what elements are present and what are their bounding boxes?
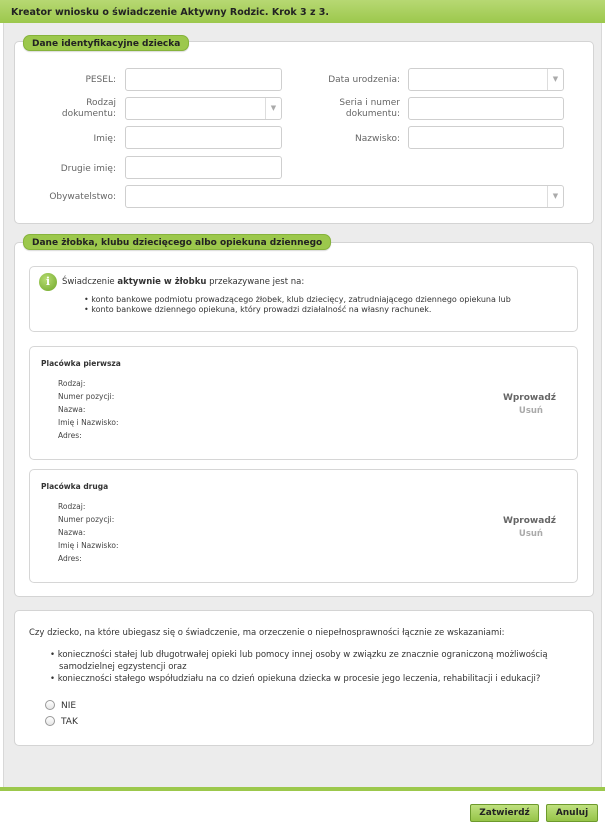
facility-field-position: Numer pozycji: [58, 515, 115, 524]
citizenship-select[interactable] [125, 185, 564, 208]
facility-second [29, 469, 578, 583]
doc-type-label-line1: Rodzaj [86, 98, 116, 108]
footer-divider [0, 787, 605, 791]
doc-series-label [299, 98, 400, 120]
page-title: Kreator wniosku o świadczenie Aktywny Rodzic. Krok 3 z 3. [0, 0, 605, 23]
first-name-label: Imię: [93, 134, 116, 144]
bullet-glyph: • [50, 650, 56, 660]
info-box [29, 266, 578, 332]
form-content [3, 23, 602, 787]
doc-type-label-line2: dokumentu: [61, 109, 116, 119]
birth-date-label: Data urodzenia: [328, 75, 400, 85]
child-data-section-label: Dane identyfikacyjne dziecka [23, 35, 189, 51]
info-text-end: przekazywane jest na: [206, 277, 305, 287]
radio-yes-label: TAK [61, 717, 78, 727]
facility-second-title: Placówka druga [41, 482, 109, 491]
info-text-start: Świadczenie [62, 277, 118, 287]
citizenship-label: Obywatelstwo: [49, 192, 116, 202]
facility-field-position: Numer pozycji: [58, 392, 115, 401]
facility-field-address: Adres: [58, 431, 82, 440]
doc-type-select[interactable] [125, 97, 282, 120]
list-item-text: konieczności stałej lub długotrwałej opieki lub pomocy innej osoby w związku ze znacznie ograniczoną możliwością samodzielnej egzystencji oraz [57, 650, 548, 672]
info-list [84, 295, 511, 315]
disability-conditions-list [50, 649, 580, 685]
pesel-input[interactable] [125, 68, 282, 91]
first-name-input[interactable] [125, 126, 282, 149]
nursery-section-label: Dane żłobka, klubu dziecięcego albo opiekuna dziennego [23, 234, 331, 250]
list-item-text: konieczności stałego współudziału na co dzień opiekuna dziecka w procesie jego leczenia, rehabilitacji i edukacji? [57, 674, 541, 684]
radio-no-label: NIE [61, 701, 77, 711]
radio-option-no[interactable] [45, 700, 76, 711]
doc-series-label-line2: dokumentu: [345, 109, 400, 119]
info-icon: i [39, 273, 57, 291]
facility-field-name: Nazwa: [58, 528, 86, 537]
bullet-glyph: • [50, 674, 56, 684]
radio-no[interactable] [45, 700, 55, 710]
birth-date-select[interactable] [408, 68, 564, 91]
facility-first-remove-button[interactable]: Usuń [518, 406, 543, 416]
radio-option-yes[interactable] [45, 716, 78, 727]
second-name-label: Drugie imię: [60, 164, 116, 174]
facility-field-type: Rodzaj: [58, 379, 86, 388]
doc-series-input[interactable] [408, 97, 564, 120]
facility-first-enter-button[interactable]: Wprowadź [502, 393, 556, 403]
disability-question: Czy dziecko, na które ubiegasz się o świadczenie, ma orzeczenie o niepełnosprawności łącznie ze wskazaniami: [29, 628, 505, 638]
second-name-input[interactable] [125, 156, 282, 179]
list-item: • konto bankowe dziennego opiekuna, który prowadzi działalność na własny rachunek. [84, 305, 511, 315]
doc-type-label [44, 98, 116, 120]
facility-second-enter-button[interactable]: Wprowadź [502, 516, 556, 526]
list-item [50, 649, 580, 673]
facility-field-name: Nazwa: [58, 405, 86, 414]
chevron-down-icon: ▼ [547, 186, 563, 207]
info-text-bold: aktywnie w żłobku [117, 277, 207, 287]
facility-first-title: Placówka pierwsza [41, 359, 121, 368]
last-name-label: Nazwisko: [355, 134, 400, 144]
facility-field-person: Imię i Nazwisko: [58, 418, 119, 427]
facility-field-type: Rodzaj: [58, 502, 86, 511]
list-item [50, 673, 580, 685]
doc-series-label-line1: Seria i numer [339, 98, 400, 108]
facility-field-person: Imię i Nazwisko: [58, 541, 119, 550]
confirm-button[interactable]: Zatwierdź [470, 804, 539, 822]
info-text [62, 277, 304, 287]
cancel-button[interactable]: Anuluj [546, 804, 598, 822]
chevron-down-icon: ▼ [265, 98, 281, 119]
pesel-label: PESEL: [85, 75, 116, 85]
facility-first [29, 346, 578, 460]
radio-yes[interactable] [45, 716, 55, 726]
facility-second-remove-button[interactable]: Usuń [518, 529, 543, 539]
list-item: • konto bankowe podmiotu prowadzącego żłobek, klub dziecięcy, zatrudniającego dziennego opiekuna lub [84, 295, 511, 305]
facility-field-address: Adres: [58, 554, 82, 563]
last-name-input[interactable] [408, 126, 564, 149]
chevron-down-icon: ▼ [547, 69, 563, 90]
